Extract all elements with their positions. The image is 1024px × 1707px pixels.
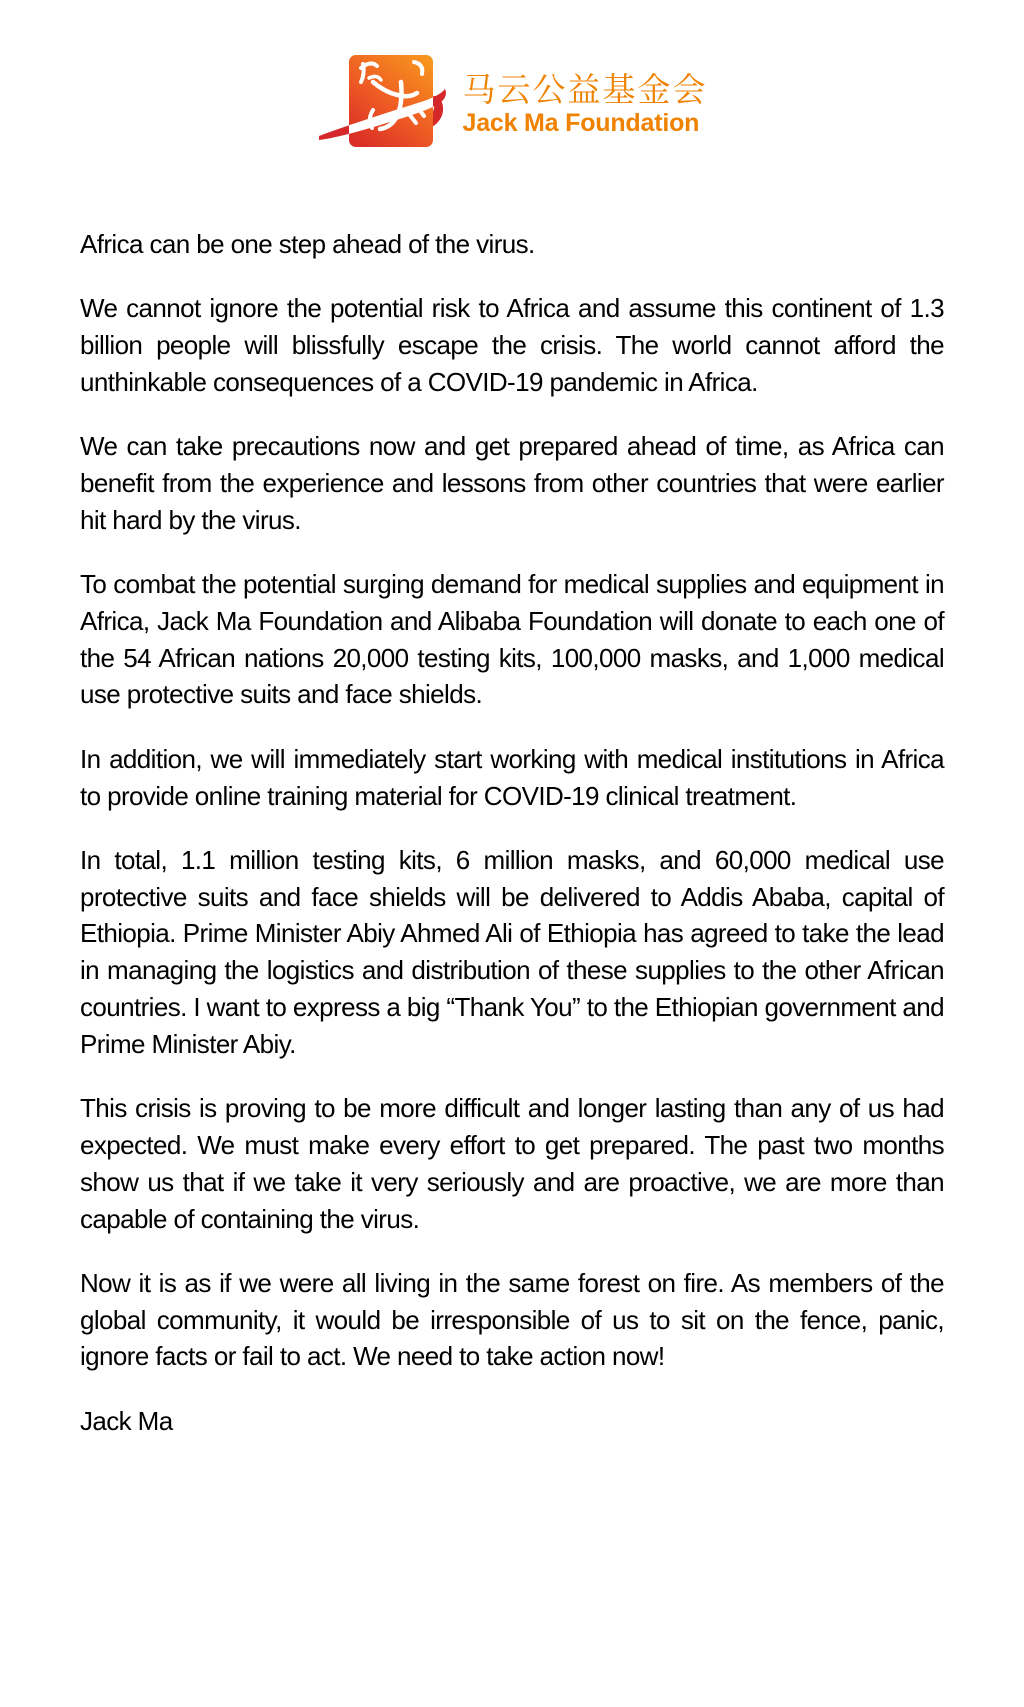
foundation-logo [0, 52, 1024, 156]
letter-paragraph: We can take precautions now and get prepared ahead of time, as Africa can benefit from the experience and lessons from other countries that were earlier hit hard by the virus. [80, 431, 944, 535]
foundation-chinese-name: 马云公益基金会 [462, 69, 708, 109]
letter-paragraph: This crisis is proving to be more difficult and longer lasting than any of us had expected. We must make every effort to get prepared. The past two months show us that if we take it very seriously and are proactive, we are more than capable of containing the virus. [80, 1093, 944, 1234]
foundation-seal-icon [317, 52, 449, 156]
letter-paragraph: Africa can be one step ahead of the virus. [80, 229, 535, 259]
letter-paragraph: In addition, we will immediately start working with medical institutions in Africa to provide online training material for COVID-19 clinical treatment. [80, 743, 944, 811]
letter-paragraph: To combat the potential surging demand for medical supplies and equipment in Africa, Jack Ma Foundation and Alibaba Foundation will donate to each one of the 54 African nations 20,000 testing kits, 100,000 masks, and 1,000 medical use protective suits and face shields. [80, 569, 944, 710]
foundation-english-name: Jack Ma Foundation [462, 108, 700, 137]
letter-body [0, 226, 1024, 1440]
foundation-wordmark [462, 69, 708, 137]
signature: Jack Ma [80, 1405, 173, 1436]
letter-paragraph: Now it is as if we were all living in the same forest on fire. As members of the global community, it would be irresponsible of us to sit on the fence, panic, ignore facts or fail to act. We need to take action now! [80, 1267, 944, 1372]
letter-paragraph: In total, 1.1 million testing kits, 6 million masks, and 60,000 medical use protective suits and face shields will be delivered to Addis Ababa, capital of Ethiopia. Prime Minister Abiy Ahmed Ali of Ethiopia has agreed to take the lead in managing the logistics and distribution of these supplies to the other African countries. I want to express a big “Thank You” to the Ethiopian government and Prime Minister Abiy. [80, 844, 944, 1059]
letter-paragraph: We cannot ignore the potential risk to Africa and assume this continent of 1.3 billion people will blissfully escape the crisis. The world cannot afford the unthinkable consequences of a COVID-19 pandemic in Africa. [80, 293, 944, 397]
